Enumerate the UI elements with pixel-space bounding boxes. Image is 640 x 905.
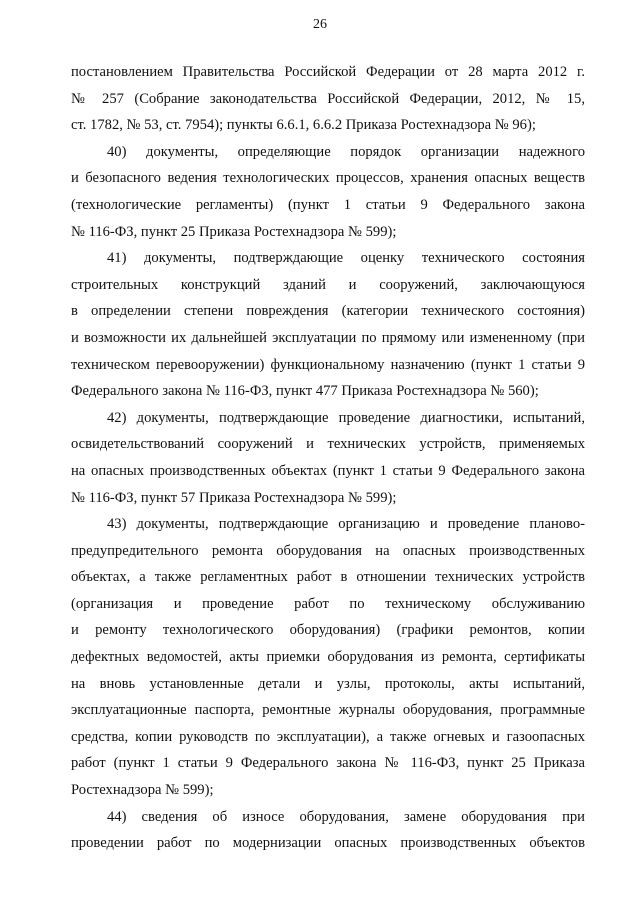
text-line: 42) документы, подтверждающие проведение диагностики, испытаний, (107, 409, 585, 426)
document-body (71, 59, 585, 857)
text-line: № 257 (Собрание законодательства Российской Федерации, 2012, № 15, (71, 90, 585, 107)
text-line: работ (пункт 1 статьи 9 Федерального закона № 116-ФЗ, пункт 25 Приказа (71, 755, 585, 772)
text-line: (технологические регламенты) (пункт 1 статьи 9 Федерального закона (71, 196, 585, 213)
text-line: дефектных ведомостей, акты приемки оборудования из ремонта, сертификаты (71, 649, 585, 666)
text-line: предупредительного ремонта оборудования на опасных производственных (71, 542, 585, 559)
text-line: освидетельствований сооружений и технических устройств, применяемых (71, 436, 585, 453)
text-line: эксплуатационные паспорта, ремонтные журналы оборудования, программные (71, 702, 585, 719)
text-line: Ростехнадзора № 599); (71, 782, 214, 799)
text-line: и ремонту технологического оборудования) (графики ремонтов, копии (71, 622, 585, 639)
text-line: постановлением Правительства Российской Федерации от 28 марта 2012 г. (71, 64, 585, 80)
text-line: 43) документы, подтверждающие организацию и проведение планово- (107, 516, 585, 533)
page-number: 26 (313, 17, 327, 32)
text-line: № 116-ФЗ, пункт 57 Приказа Ростехнадзора № 599); (71, 489, 397, 506)
text-line: и безопасного ведения технологических процессов, хранения опасных веществ (71, 170, 585, 187)
text-line: ст. 1782, № 53, ст. 7954); пункты 6.6.1, 6.6.2 Приказа Ростехнадзора № 96); (71, 117, 536, 134)
text-line: объектах, а также регламентных работ в отношении технических устройств (71, 569, 585, 586)
text-line: в определении степени повреждения (категории технического состояния) (71, 303, 585, 320)
text-line: проведении работ по модернизации опасных производственных объектов (71, 835, 585, 852)
text-line: техническом перевооружении) функциональному назначению (пункт 1 статьи 9 (71, 356, 585, 373)
text-line: на опасных производственных объектах (пункт 1 статьи 9 Федерального закона (71, 462, 585, 479)
text-line: средства, копии руководств по эксплуатации), а также огневых и газоопасных (71, 728, 585, 745)
text-line: № 116-ФЗ, пункт 25 Приказа Ростехнадзора № 599); (71, 223, 397, 240)
text-line: на вновь установленные детали и узлы, протоколы, акты испытаний, (71, 675, 585, 692)
text-line: 41) документы, подтверждающие оценку технического состояния (107, 250, 585, 267)
text-line: 40) документы, определяющие порядок организации надежного (107, 143, 585, 160)
text-line: 44) сведения об износе оборудования, замене оборудования при (107, 808, 585, 825)
text-line: Федерального закона № 116-ФЗ, пункт 477 Приказа Ростехнадзора № 560); (71, 383, 539, 400)
text-line: и возможности их дальнейшей эксплуатации по прямому или измененному (при (71, 329, 585, 346)
text-line: (организация и проведение работ по техническому обслуживанию (71, 595, 585, 612)
text-line: строительных конструкций зданий и сооружений, заключающуюся (71, 276, 585, 293)
